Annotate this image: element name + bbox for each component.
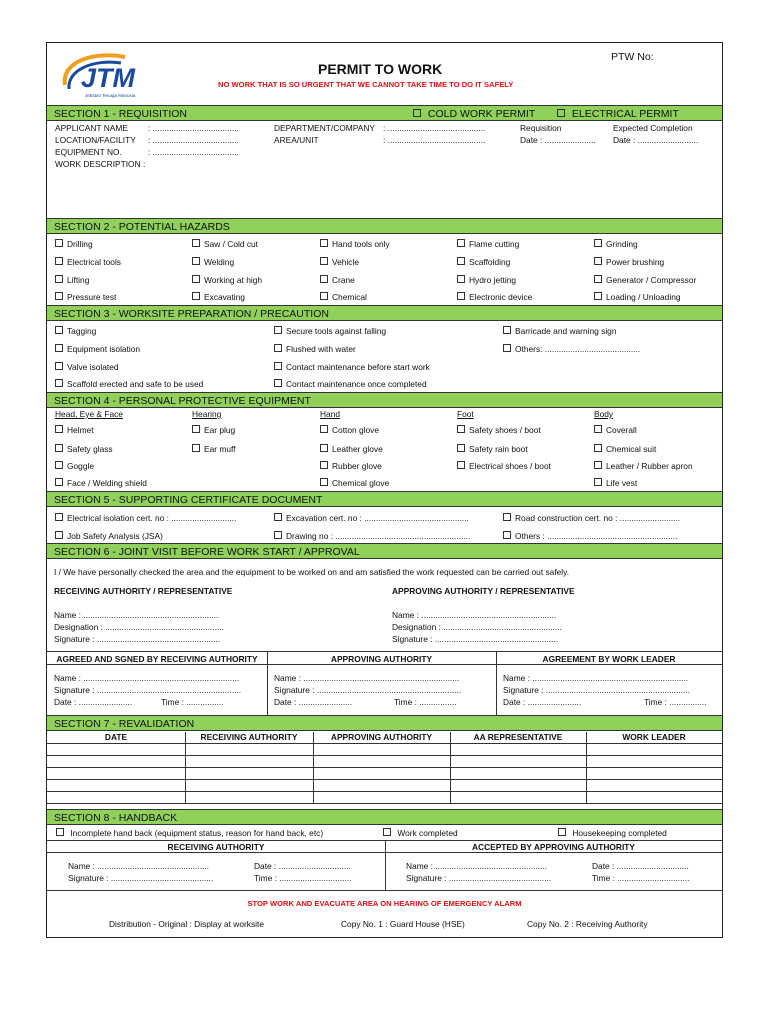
ppe-checkbox[interactable]: Goggle <box>55 461 94 471</box>
ppe-column-heading: Body <box>594 409 614 419</box>
hb-acc-time-field[interactable]: Time : ............................... <box>592 873 690 883</box>
ppe-checkbox[interactable]: Helmet <box>55 425 94 435</box>
ppe-checkbox[interactable]: Chemical glove <box>320 478 389 488</box>
certificate-checkbox[interactable]: Job Safety Analysis (JSA) <box>55 531 163 541</box>
revalidation-cell[interactable] <box>314 744 449 754</box>
ppe-column-heading: Hearing <box>192 409 222 419</box>
revalidation-cell[interactable] <box>314 780 449 790</box>
ppe-checkbox[interactable]: Rubber glove <box>320 461 382 471</box>
revalidation-cell[interactable] <box>48 780 184 790</box>
block-time-field[interactable]: Time : ................ <box>394 697 457 707</box>
precaution-checkbox[interactable]: Valve isolated <box>55 362 119 372</box>
approving-authority-heading: APPROVING AUTHORITY / REPRESENTATIVE <box>392 586 575 596</box>
hb-acc-date-field[interactable]: Date : ............................... <box>592 861 689 871</box>
section-2-title: SECTION 2 - POTENTIAL HAZARDS <box>54 221 230 233</box>
location-label: LOCATION/FACILITY <box>55 135 136 145</box>
precaution-checkbox[interactable]: Others: ......................................... <box>503 344 640 354</box>
incomplete-handback-checkbox[interactable] <box>56 828 323 838</box>
revalidation-cell[interactable] <box>48 744 184 754</box>
block-signature-field[interactable]: Signature : .............................................................. <box>54 685 242 695</box>
ptw-number-label: PTW No: <box>611 51 654 63</box>
joint-visit-statement: I / We have personally checked the area and the equipment to be worked on and am satisfied the work requested can be carried out safely. <box>54 567 570 577</box>
hazard-checkbox[interactable]: Electronic device <box>457 292 532 302</box>
section-4-header <box>47 392 722 408</box>
expected-completion-label: Expected Completion <box>613 123 693 133</box>
certificate-checkbox[interactable]: Road construction cert. no : .......................... <box>503 513 680 523</box>
block-name-field[interactable]: Name : ................................................................... <box>274 673 460 683</box>
section-5-header <box>47 491 722 507</box>
ppe-checkbox[interactable]: Electrical shoes / boot <box>457 461 551 471</box>
precaution-checkbox[interactable]: Barricade and warning sign <box>503 326 617 336</box>
revalidation-cell[interactable] <box>48 792 184 802</box>
equipment-field[interactable]: : ..................................... <box>148 147 239 157</box>
ppe-checkbox[interactable]: Chemical suit <box>594 444 656 454</box>
hb-recv-time-field[interactable]: Time : ............................... <box>254 873 352 883</box>
certificate-checkbox[interactable]: Electrical isolation cert. no : ............................ <box>55 513 236 523</box>
ppe-checkbox[interactable]: Ear muff <box>192 444 236 454</box>
revalidation-cell[interactable] <box>587 768 721 778</box>
distribution-copy-1: Copy No. 1 : Guard House (HSE) <box>341 919 465 929</box>
revalidation-cell[interactable] <box>451 756 585 766</box>
ppe-checkbox[interactable]: Safety shoes / boot <box>457 425 541 435</box>
revalidation-cell[interactable] <box>314 756 449 766</box>
certificate-checkbox[interactable]: Excavation cert. no : ............................................. <box>274 513 469 523</box>
block-name-field[interactable]: Name : ................................................................... <box>503 673 689 683</box>
section-8-header <box>47 809 722 825</box>
hb-recv-name-field[interactable]: Name : ................................................ <box>68 861 210 871</box>
ppe-checkbox[interactable]: Safety rain boot <box>457 444 528 454</box>
section-2-header <box>47 218 722 234</box>
ppe-checkbox[interactable]: Face / Welding shield <box>55 478 147 488</box>
revalidation-cell[interactable] <box>314 768 449 778</box>
revalidation-cell[interactable] <box>186 744 312 754</box>
precaution-checkbox[interactable]: Contact maintenance once completed <box>274 379 427 389</box>
hazard-checkbox[interactable]: Pressure test <box>55 292 116 302</box>
appr-signature-field[interactable]: Signature : ..................................................... <box>392 634 559 644</box>
ppe-checkbox[interactable]: Ear plug <box>192 425 235 435</box>
logo-tagline: Jebatan Tenaga Manusia <box>85 93 136 98</box>
section-5-title: SECTION 5 - SUPPORTING CERTIFICATE DOCUMENT <box>54 494 323 506</box>
approving-authority-col-heading: APPROVING AUTHORITY <box>330 654 433 664</box>
hazard-checkbox[interactable]: Crane <box>320 275 355 285</box>
area-label: AREA/UNIT <box>274 135 319 145</box>
revalidation-cell[interactable] <box>451 780 585 790</box>
section-3-header <box>47 305 722 321</box>
ppe-checkbox[interactable]: Coverall <box>594 425 637 435</box>
requisition-date-field[interactable]: Date : ...................... <box>520 135 596 145</box>
hb-recv-signature-field[interactable]: Signature : ............................................ <box>68 873 214 883</box>
housekeeping-label: Housekeeping completed <box>572 828 667 838</box>
recv-designation-field[interactable]: Designation : ................................................... <box>54 622 224 632</box>
block-signature-field[interactable]: Signature : .............................................................. <box>274 685 462 695</box>
appr-designation-field[interactable]: Designation : ................................................... <box>392 622 562 632</box>
electrical-permit-label: ELECTRICAL PERMIT <box>571 108 679 120</box>
section-4-title: SECTION 4 - PERSONAL PROTECTIVE EQUIPMENT <box>54 395 311 407</box>
ppe-column-heading: Hand <box>320 409 341 419</box>
handback-accepted-heading: ACCEPTED BY APPROVING AUTHORITY <box>471 842 636 852</box>
certificate-checkbox[interactable]: Others : ........................................................ <box>503 531 677 541</box>
hazard-checkbox[interactable]: Grinding <box>594 239 638 249</box>
hb-acc-name-field[interactable]: Name : ................................................ <box>406 861 548 871</box>
ppe-column-heading: Head, Eye & Face <box>55 409 123 419</box>
equipment-label: EQUIPMENT NO. <box>55 147 122 157</box>
revalidation-cell[interactable] <box>587 744 721 754</box>
applicant-name-label: APPLICANT NAME <box>55 123 128 133</box>
section-3-title: SECTION 3 - WORKSITE PREPARATION / PRECAUTION <box>54 308 329 320</box>
revalidation-cell[interactable] <box>314 792 449 802</box>
handback-receiving-heading: RECEIVING AUTHORITY <box>167 842 265 852</box>
revalidation-cell[interactable] <box>451 768 585 778</box>
safety-warning: NO WORK THAT IS SO URGENT THAT WE CANNOT TAKE TIME TO DO IT SAFELY <box>218 80 514 89</box>
area-field[interactable]: : .......................................... <box>383 135 486 145</box>
section-8-title: SECTION 8 - HANDBACK <box>54 812 178 824</box>
cold-work-checkbox[interactable] <box>413 106 535 122</box>
recv-signature-field[interactable]: Signature : ..................................................... <box>54 634 221 644</box>
cold-work-label: COLD WORK PERMIT <box>427 108 536 120</box>
section-7-header <box>47 715 722 731</box>
ppe-checkbox[interactable]: Safety glass <box>55 444 113 454</box>
precaution-checkbox[interactable]: Equipment isolation <box>55 344 140 354</box>
revalidation-cell[interactable] <box>587 792 721 802</box>
hazard-checkbox[interactable]: Loading / Unloading <box>594 292 681 302</box>
permit-form <box>46 42 723 938</box>
housekeeping-checkbox[interactable] <box>558 828 667 838</box>
block-date-field[interactable]: Date : ....................... <box>503 697 582 707</box>
precaution-checkbox[interactable]: Tagging <box>55 326 96 336</box>
ppe-column-heading: Foot <box>457 409 474 419</box>
revalidation-cell[interactable] <box>186 768 312 778</box>
hazard-checkbox[interactable]: Working at high <box>192 275 262 285</box>
work-completed-label: Work completed <box>397 828 458 838</box>
hazard-checkbox[interactable]: Hydro jetting <box>457 275 516 285</box>
work-completed-checkbox[interactable] <box>383 828 458 838</box>
hb-recv-date-field[interactable]: Date : ............................... <box>254 861 351 871</box>
revalidation-cell[interactable] <box>48 768 184 778</box>
department-field[interactable]: : .......................................... <box>383 123 486 133</box>
section-7-title: SECTION 7 - REVALIDATION <box>54 718 195 730</box>
revalidation-cell[interactable] <box>186 780 312 790</box>
hazard-checkbox[interactable]: Flame cutting <box>457 239 519 249</box>
emergency-alarm-warning: STOP WORK AND EVACUATE AREA ON HEARING OF EMERGENCY ALARM <box>247 899 522 908</box>
appr-name-field[interactable]: Name : .......................................................... <box>392 610 557 620</box>
revalidation-col-heading: APPROVING AUTHORITY <box>330 732 433 742</box>
block-date-field[interactable]: Date : ....................... <box>54 697 133 707</box>
revalidation-cell[interactable] <box>451 792 585 802</box>
revalidation-cell[interactable] <box>48 756 184 766</box>
hazard-checkbox[interactable]: Hand tools only <box>320 239 390 249</box>
revalidation-cell[interactable] <box>587 780 721 790</box>
hb-acc-signature-field[interactable]: Signature : ............................................ <box>406 873 552 883</box>
revalidation-col-heading: RECEIVING AUTHORITY <box>200 732 298 742</box>
electrical-permit-checkbox[interactable] <box>557 106 679 122</box>
hazard-checkbox[interactable]: Saw / Cold cut <box>192 239 258 249</box>
logo-text: JTM <box>81 63 135 93</box>
section-6-title: SECTION 6 - JOINT VISIT BEFORE WORK START / APPROVAL <box>54 546 360 558</box>
ppe-checkbox[interactable]: Life vest <box>594 478 637 488</box>
work-description-label: WORK DESCRIPTION : <box>55 159 146 169</box>
block-time-field[interactable]: Time : ................ <box>644 697 707 707</box>
block-signature-field[interactable]: Signature : .............................................................. <box>503 685 691 695</box>
applicant-name-field[interactable]: : ..................................... <box>148 123 239 133</box>
hazard-checkbox[interactable]: Drilling <box>55 239 93 249</box>
hazard-checkbox[interactable]: Scaffolding <box>457 257 510 267</box>
revalidation-col-heading: AA REPRESENTATIVE <box>473 732 563 742</box>
hazard-checkbox[interactable]: Power brushing <box>594 257 664 267</box>
page-title: PERMIT TO WORK <box>318 61 443 77</box>
receiving-authority-heading: RECEIVING AUTHORITY / REPRESENTATIVE <box>54 586 233 596</box>
work-description-area[interactable] <box>147 159 707 215</box>
ppe-checkbox[interactable]: Cotton glove <box>320 425 379 435</box>
revalidation-col-heading: DATE <box>104 732 128 742</box>
revalidation-cell[interactable] <box>451 744 585 754</box>
recv-name-field[interactable]: Name : .......................................................... <box>54 610 219 620</box>
block-name-field[interactable]: Name : ................................................................... <box>54 673 240 683</box>
ppe-checkbox[interactable]: Leather / Rubber apron <box>594 461 693 471</box>
revalidation-cell[interactable] <box>186 792 312 802</box>
precaution-checkbox[interactable]: Scaffold erected and safe to be used <box>55 379 203 389</box>
work-leader-heading: AGREEMENT BY WORK LEADER <box>542 654 676 664</box>
expected-date-field[interactable]: Date : .......................... <box>613 135 699 145</box>
precaution-checkbox[interactable]: Contact maintenance before start work <box>274 362 430 372</box>
hazard-checkbox[interactable]: Welding <box>192 257 234 267</box>
block-time-field[interactable]: Time : ................ <box>161 697 224 707</box>
agreed-receiving-heading: AGREED AND SGNED BY RECEIVING AUTHORITY <box>56 654 258 664</box>
hazard-checkbox[interactable]: Vehicle <box>320 257 359 267</box>
section-6-header <box>47 543 722 559</box>
requisition-label: Requisition <box>520 123 562 133</box>
certificate-checkbox[interactable]: Drawing no : .......................................................... <box>274 531 470 541</box>
incomplete-handback-label: Incomplete hand back (equipment status, reason for hand back, etc) <box>70 828 324 838</box>
location-field[interactable]: : ..................................... <box>148 135 239 145</box>
block-date-field[interactable]: Date : ....................... <box>274 697 353 707</box>
revalidation-cell[interactable] <box>587 756 721 766</box>
revalidation-col-heading: WORK LEADER <box>622 732 686 742</box>
hazard-checkbox[interactable]: Excavating <box>192 292 245 302</box>
section-1-title: SECTION 1 - REQUISITION <box>54 108 188 120</box>
hazard-checkbox[interactable]: Electrical tools <box>55 257 121 267</box>
hazard-checkbox[interactable]: Generator / Compressor <box>594 275 696 285</box>
ppe-checkbox[interactable]: Leather glove <box>320 444 383 454</box>
hazard-checkbox[interactable]: Lifting <box>55 275 89 285</box>
hazard-checkbox[interactable]: Chemical <box>320 292 367 302</box>
section-1-header <box>47 105 722 121</box>
distribution-copy-2: Copy No. 2 : Receiving Authority <box>527 919 648 929</box>
logo <box>55 49 161 103</box>
distribution-original: Distribution - Original : Display at worksite <box>109 919 264 929</box>
department-label: DEPARTMENT/COMPANY <box>274 123 375 133</box>
precaution-checkbox[interactable]: Secure tools against falling <box>274 326 386 336</box>
revalidation-cell[interactable] <box>186 756 312 766</box>
precaution-checkbox[interactable]: Flushed with water <box>274 344 356 354</box>
